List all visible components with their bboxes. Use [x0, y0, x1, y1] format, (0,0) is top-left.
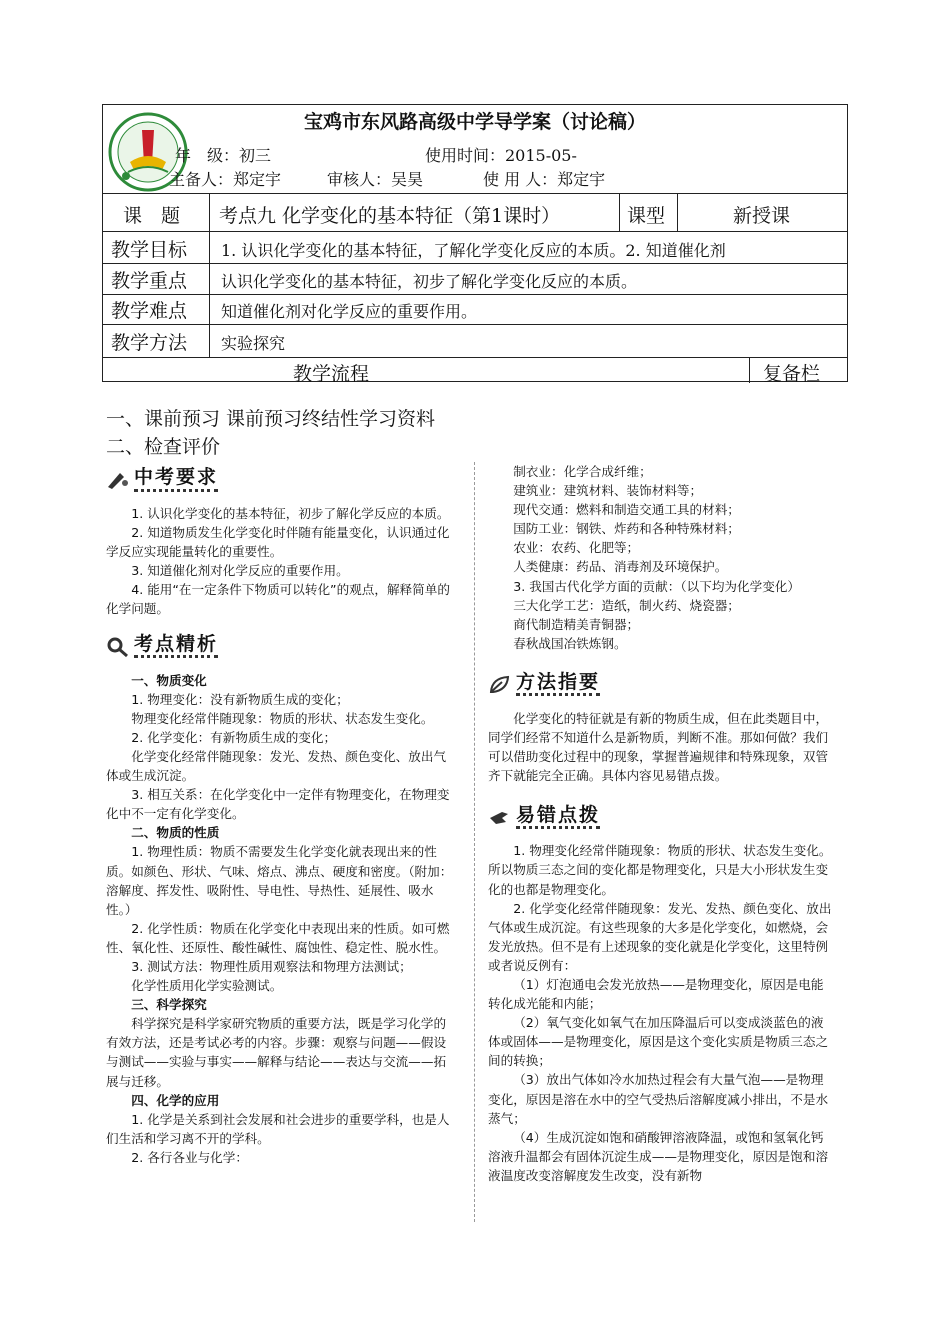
- preparer-field: 主备人：郑定宇: [169, 170, 282, 189]
- type-label: 课型: [627, 205, 666, 227]
- paragraph: 2. 化学变化经常伴随现象：发光、发热、颜色变化、放出气体或生成沉淀。有这些现象的大多是化学变化，如燃烧，会发光放热。但不是有上述现象的变化就是化学变化，这里特例或者说反例有：: [488, 900, 832, 973]
- school-title: 宝鸡市东风路高级中学导学案（讨论稿）: [303, 111, 646, 133]
- paragraph: 1. 物理性质：物质不需要发生化学变化就表现出来的性质。如颜色、形状、气味、熔点、沸点、硬度和密度。（附加：溶解度、挥发性、吸附性、导电性、导热性、延展性、吸水性。）: [106, 844, 453, 917]
- app-item: 春秋战国冶铁炼钢。: [513, 635, 627, 651]
- req-item: 1. 认识化学变化的基本特征，初步了解化学反应的本质。: [131, 506, 450, 521]
- left-column: [106, 460, 454, 1167]
- method-value: 实验探究: [221, 334, 286, 353]
- goal-value: 1. 认识化学变化的基本特征，了解化学变化反应的本质。2. 知道催化剂: [221, 241, 726, 260]
- paragraph: 2. 各行各业与化学：: [131, 1149, 248, 1165]
- topic-value: 考点九 化学变化的基本特征（第1课时）: [219, 205, 561, 227]
- app-item: 国防工业：钢铁、炸药和各种特殊材料；: [513, 521, 740, 537]
- method-label: 教学方法: [111, 332, 188, 354]
- difficulty-label: 教学难点: [111, 300, 188, 322]
- paragraph: 1. 物理变化经常伴随现象：物质的形状、状态发生变化。所以物质三态之间的变化都是物理变化，只是大小形状发生变化的也都是物理变化。: [488, 843, 832, 897]
- app-item: 现代交通：燃料和制造交通工具的材料；: [513, 502, 740, 518]
- section-check: 二、检查评价: [106, 436, 221, 458]
- paragraph: 化学变化的特征就是有新的物质生成，但在此类题目中，同学们经常不知道什么是新物质，判断不准。那如何做？我们可以借助变化过程中的现象，掌握普遍规律和特殊现象，双管齐下就能完全正确。具体内容见易错点拨。: [488, 710, 829, 784]
- app-item: 建筑业：建筑材料、装饰材料等；: [513, 483, 703, 499]
- difficulty-value: 知道催化剂对化学反应的重要作用。: [221, 302, 478, 321]
- key-label: 教学重点: [111, 270, 188, 292]
- type-value: 新授课: [733, 205, 791, 227]
- flow-label: 教学流程: [293, 363, 370, 385]
- heading-text: 易错点拨: [516, 806, 600, 829]
- subheading: 二、物质的性质: [131, 825, 220, 841]
- heading-text: 中考要求: [134, 468, 218, 491]
- pen-icon: [106, 469, 130, 491]
- column-divider: [474, 462, 475, 1222]
- user-field: 使 用 人：郑定宇: [483, 170, 606, 189]
- paragraph: 化学性质用化学实验测试。: [131, 978, 283, 994]
- heading-key-points: [106, 633, 454, 661]
- paragraph: 1. 化学是关系到社会发展和社会进步的重要学科，也是人们生活和学习离不开的学科。: [106, 1111, 450, 1146]
- paragraph: 科学探究是科学家研究物质的重要方法，既是学习化学的有效方法，还是考试必考的内容。步骤：观察与问题——假设与测试——实验与事实——解释与结论——表达与交流——拓展与迁移。: [106, 1016, 447, 1089]
- heading-common-errors: [488, 803, 834, 831]
- lesson-header-table: [102, 104, 848, 385]
- magnifier-icon: [106, 636, 130, 658]
- use-time-field: 使用时间：2015-05-: [425, 146, 577, 165]
- goal-label: 教学目标: [111, 239, 188, 261]
- subheading: 三、科学探究: [131, 997, 207, 1013]
- heading-text: 考点精析: [134, 635, 218, 658]
- reviewer-field: 审核人：吴昊: [327, 170, 424, 189]
- heading-text: 方法指要: [516, 673, 600, 696]
- app-item: 农业：农药、化肥等；: [513, 540, 640, 556]
- notes-label: 复备栏: [763, 363, 821, 385]
- app-item: 商代制造精美青铜器；: [513, 616, 640, 632]
- heading-exam-requirements: [106, 466, 454, 494]
- req-item: 4. 能用“在一定条件下物质可以转化”的观点，解释简单的化学问题。: [106, 582, 450, 617]
- subheading: 一、物质变化: [131, 672, 207, 688]
- leaf-icon: [488, 674, 512, 696]
- app-item: 人类健康：药品、消毒剂及环境保护。: [513, 559, 728, 575]
- section-preview: 一、课前预习 课前预习终结性学习资料: [106, 408, 436, 430]
- paragraph: （2）氧气变化如氧气在加压降温后可以变成淡蓝色的液体或固体——是物理变化，原因是这个变化实质是物质三态之间的转换；: [488, 1015, 829, 1069]
- paragraph: 物理变化经常伴随现象：物质的形状、状态发生变化。: [131, 710, 434, 726]
- paragraph: （4）生成沉淀如饱和硝酸钾溶液降温，或饱和氢氧化钙溶液升温都会有固体沉淀生成——是物理变化，原因是饱和溶液温度改变溶解度发生改变，没有新物: [488, 1129, 829, 1183]
- app-item: 三大化学工艺：造纸，制火药、烧瓷器；: [513, 597, 740, 613]
- topic-label: 课 题: [123, 205, 181, 227]
- subheading: 四、化学的应用: [131, 1092, 220, 1108]
- req-item: 2. 知道物质发生化学变化时伴随有能量变化，认识通过化学反应实现能量转化的重要性。: [106, 525, 450, 560]
- paragraph: （1）灯泡通电会发光放热——是物理变化，原因是电能转化成光能和内能；: [488, 976, 824, 1012]
- app-item: 3. 我国古代化学方面的贡献：（以下均为化学变化）: [513, 578, 800, 594]
- heading-method-guide: [488, 671, 834, 699]
- finger-icon: [488, 806, 512, 828]
- paragraph: 3. 测试方法：物理性质用观察法和物理方法测试；: [131, 958, 412, 974]
- app-item: 制衣业：化学合成纤维；: [513, 464, 652, 479]
- paragraph: 2. 化学性质：物质在化学变化中表现出来的性质。如可燃性、氧化性、还原性、酸性碱性、腐蚀性、稳定性、脱水性。: [106, 920, 450, 955]
- right-column: [488, 462, 834, 1185]
- paragraph: 化学变化经常伴随现象：发光、发热、颜色变化、放出气体或生成沉淀。: [106, 748, 447, 784]
- paragraph: 2. 化学变化：有新物质生成的变化；: [131, 729, 337, 745]
- paragraph: 3. 相互关系：在化学变化中一定伴有物理变化，在物理变化中不一定有化学变化。: [106, 787, 450, 822]
- req-item: 3. 知道催化剂对化学反应的重要作用。: [131, 563, 349, 579]
- grade-field: 年 级：初三: [175, 146, 272, 165]
- key-value: 认识化学变化的基本特征，初步了解化学变化反应的本质。: [221, 272, 638, 291]
- paragraph: （3）放出气体如冷水加热过程会有大量气泡——是物理变化，原因是溶在水中的空气受热后溶解度减小排出，不是水蒸气；: [488, 1072, 829, 1126]
- paragraph: 1. 物理变化：没有新物质生成的变化；: [131, 691, 349, 707]
